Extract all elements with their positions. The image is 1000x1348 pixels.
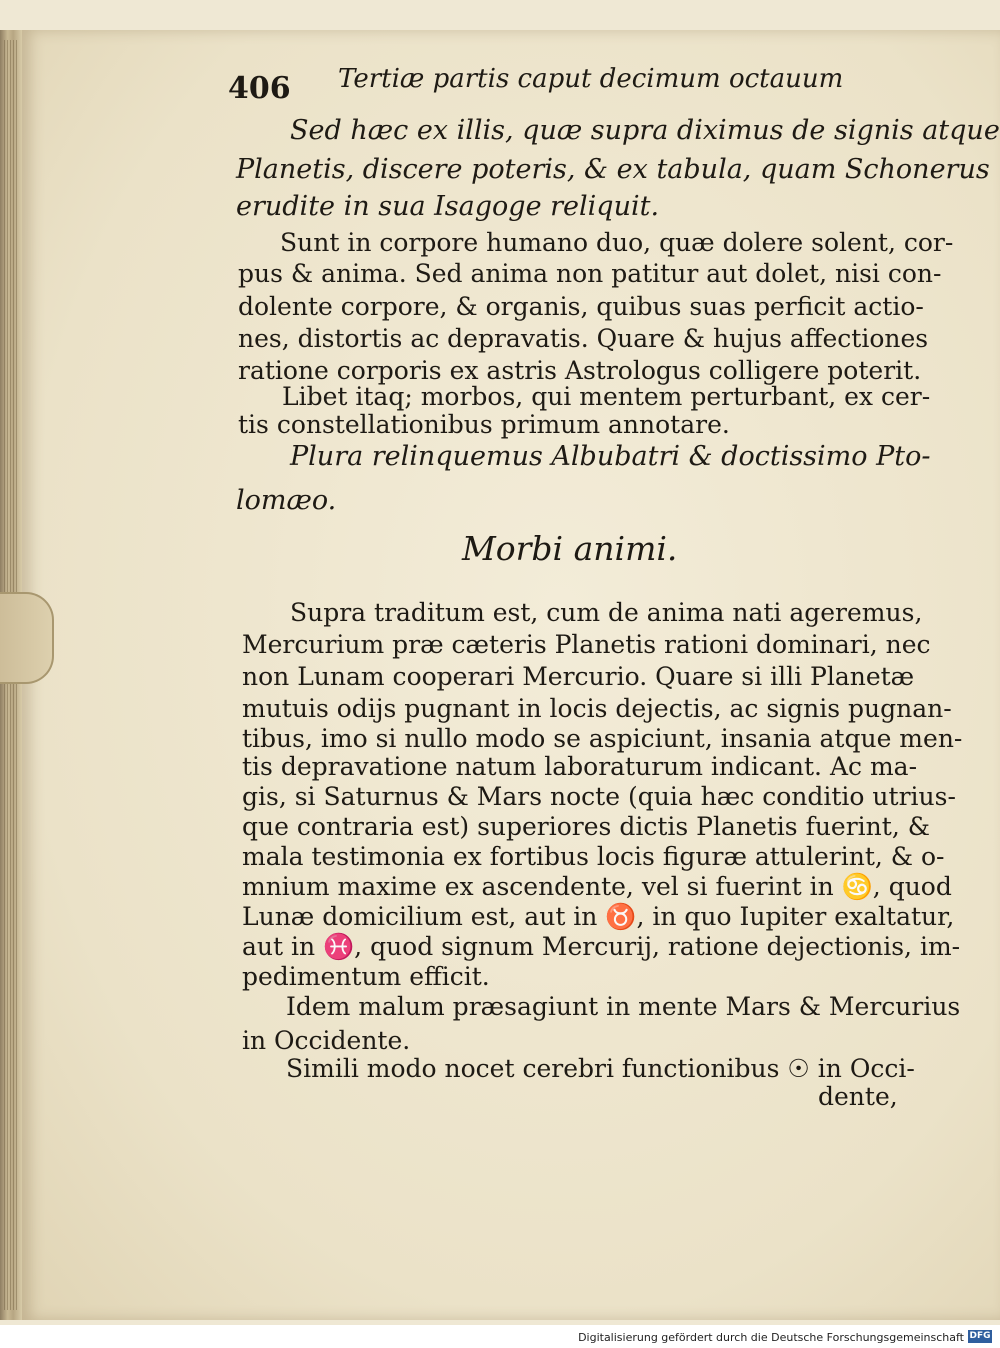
running-head: Tertiæ partis caput decimum octauum bbox=[338, 64, 844, 94]
paragraph-line: Mercurium præ cæteris Planetis rationi dominari, nec bbox=[242, 630, 931, 659]
paragraph-line: mutuis odijs pugnant in locis dejectis, ac signis pugnan- bbox=[242, 694, 952, 723]
paragraph-line: non Lunam cooperari Mercurio. Quare si illi Planetæ bbox=[242, 662, 915, 691]
paragraph-line: Plura relinquemus Albubatri & doctissimo Pto- bbox=[290, 441, 931, 472]
paragraph-line: lomæo. bbox=[236, 485, 337, 516]
paragraph-line: mala testimonia ex fortibus locis figuræ attulerint, & o- bbox=[242, 842, 945, 871]
paragraph-line: dolente corpore, & organis, quibus suas perficit actio- bbox=[238, 292, 924, 321]
catchword: dente, bbox=[818, 1082, 898, 1111]
paragraph-line: mnium maxime ex ascendente, vel si fuerint in ♋, quod bbox=[242, 872, 952, 901]
page-number: 406 bbox=[228, 71, 291, 106]
paragraph-line: Lunæ domicilium est, aut in ♉, in quo Iupiter exaltatur, bbox=[242, 902, 955, 931]
paragraph-line: Idem malum præsagiunt in mente Mars & Mercurius bbox=[286, 992, 961, 1021]
paragraph-line: pus & anima. Sed anima non patitur aut dolet, nisi con- bbox=[238, 259, 942, 288]
paragraph-line: Sed hæc ex illis, quæ supra diximus de signis atque bbox=[290, 115, 1000, 146]
paragraph-line: gis, si Saturnus & Mars nocte (quia hæc conditio utrius- bbox=[242, 782, 956, 811]
paragraph-line: Libet itaq; morbos, qui mentem perturbant, ex cer- bbox=[282, 382, 931, 411]
paragraph-line: aut in ♓, quod signum Mercurij, ratione dejectionis, im- bbox=[242, 932, 961, 961]
paragraph-line: ratione corporis ex astris Astrologus colligere poterit. bbox=[238, 356, 922, 385]
paragraph-line: Simili modo nocet cerebri functionibus ☉ in Occi- bbox=[286, 1054, 915, 1083]
paragraph-line: erudite in sua Isagoge reliquit. bbox=[236, 191, 660, 222]
footer-credit: Digitalisierung gefördert durch die Deutsche Forschungsgemeinschaft bbox=[578, 1331, 964, 1344]
paragraph-line: tis constellationibus primum annotare. bbox=[238, 410, 730, 439]
paragraph-line: tibus, imo si nullo modo se aspiciunt, insania atque men- bbox=[242, 724, 963, 753]
paragraph-line: in Occidente. bbox=[242, 1026, 411, 1055]
paragraph-line: Planetis, discere poteris, & ex tabula, quam Schonerus bbox=[236, 154, 990, 185]
paragraph-line: que contraria est) superiores dictis Planetis fuerint, & bbox=[242, 812, 930, 841]
dfg-logo: DFG bbox=[969, 1331, 991, 1341]
paragraph-line: Supra traditum est, cum de anima nati ageremus, bbox=[290, 598, 923, 627]
paragraph-line: nes, distortis ac depravatis. Quare & hujus affectiones bbox=[238, 324, 929, 353]
paragraph-line: Sunt in corpore humano duo, quæ dolere solent, cor- bbox=[280, 228, 954, 257]
paragraph-line: tis depravatione natum laboraturum indicant. Ac ma- bbox=[242, 752, 918, 781]
paragraph-line: pedimentum efficit. bbox=[242, 962, 490, 991]
section-title: Morbi animi. bbox=[462, 529, 678, 568]
